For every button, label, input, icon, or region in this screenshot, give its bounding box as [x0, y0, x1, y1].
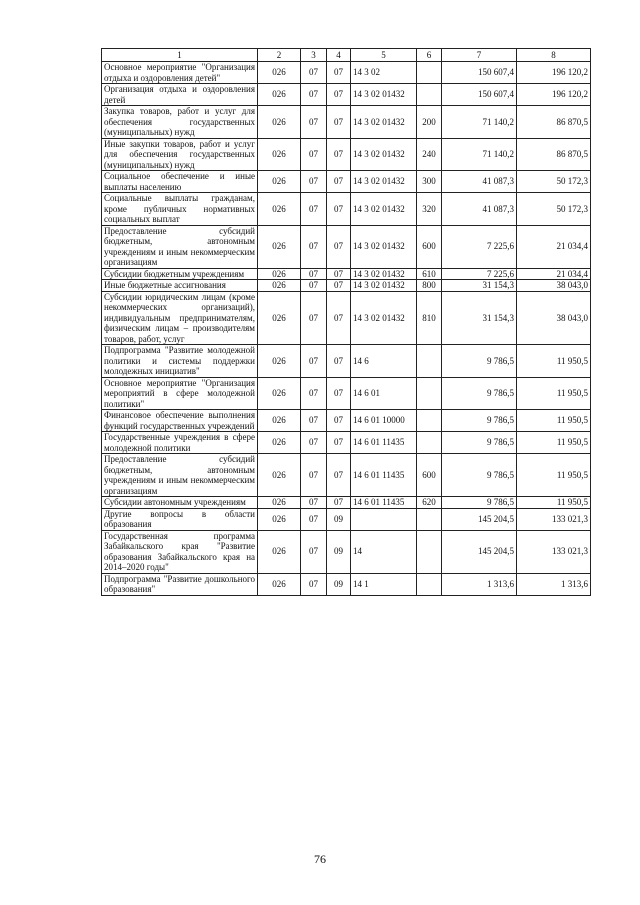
row-label: Организация отдыха и оздоровления детей: [102, 84, 258, 106]
row-label: Государственные учреждения в сфере молодежной политики: [102, 432, 258, 454]
cell-target-article: 14 6: [351, 345, 417, 378]
cell-section: 07: [301, 268, 327, 280]
cell-amount-year-2: 21 034,4: [517, 225, 591, 268]
row-label: Иные закупки товаров, работ и услуг для обеспечения государственных (муниципальных) нужд: [102, 138, 258, 171]
row-label: Иные бюджетные ассигнования: [102, 280, 258, 292]
cell-section: 07: [301, 291, 327, 345]
cell-section: 07: [301, 530, 327, 573]
table-row: [102, 280, 591, 292]
cell-amount-year-1: 31 154,3: [442, 291, 517, 345]
cell-section: 07: [301, 345, 327, 378]
cell-amount-year-2: 21 034,4: [517, 268, 591, 280]
cell-expense-type: [417, 62, 442, 84]
row-label: Финансовое обеспечение выполнения функций государственных учреждений: [102, 410, 258, 432]
table-row: [102, 225, 591, 268]
cell-target-article: 14 3 02 01432: [351, 291, 417, 345]
cell-ministry: 026: [258, 530, 301, 573]
cell-ministry: 026: [258, 171, 301, 193]
cell-amount-year-2: 11 950,5: [517, 454, 591, 497]
table-row: [102, 84, 591, 106]
cell-target-article: [351, 508, 417, 530]
cell-ministry: 026: [258, 62, 301, 84]
cell-section: 07: [301, 410, 327, 432]
cell-ministry: 026: [258, 280, 301, 292]
row-label: Подпрограмма "Развитие дошкольного образования": [102, 573, 258, 595]
row-label: Закупка товаров, работ и услуг для обеспечения государственных (муниципальных) нужд: [102, 106, 258, 139]
row-label: Субсидии бюджетным учреждениям: [102, 268, 258, 280]
cell-expense-type: [417, 345, 442, 378]
cell-section: 07: [301, 497, 327, 509]
cell-amount-year-1: 1 313,6: [442, 573, 517, 595]
cell-expense-type: 610: [417, 268, 442, 280]
cell-amount-year-1: 31 154,3: [442, 280, 517, 292]
column-header-1: 1: [102, 49, 258, 62]
cell-subsection: 07: [327, 268, 351, 280]
cell-section: 07: [301, 171, 327, 193]
cell-amount-year-2: 38 043,0: [517, 291, 591, 345]
cell-subsection: 07: [327, 377, 351, 410]
cell-expense-type: 600: [417, 454, 442, 497]
cell-expense-type: 200: [417, 106, 442, 139]
cell-amount-year-2: 11 950,5: [517, 410, 591, 432]
cell-amount-year-2: 196 120,2: [517, 62, 591, 84]
cell-amount-year-2: 50 172,3: [517, 171, 591, 193]
cell-target-article: 14 3 02 01432: [351, 106, 417, 139]
table-row: [102, 573, 591, 595]
cell-amount-year-1: 7 225,6: [442, 268, 517, 280]
cell-target-article: 14 6 01 10000: [351, 410, 417, 432]
cell-target-article: 14 3 02 01432: [351, 138, 417, 171]
cell-expense-type: [417, 573, 442, 595]
cell-section: 07: [301, 432, 327, 454]
cell-section: 07: [301, 106, 327, 139]
cell-section: 07: [301, 84, 327, 106]
cell-amount-year-1: 145 204,5: [442, 508, 517, 530]
table-row: [102, 171, 591, 193]
cell-expense-type: [417, 410, 442, 432]
cell-subsection: 07: [327, 138, 351, 171]
cell-target-article: 14 1: [351, 573, 417, 595]
table-header-row: [102, 49, 591, 62]
cell-expense-type: [417, 530, 442, 573]
cell-section: 07: [301, 138, 327, 171]
cell-amount-year-1: 71 140,2: [442, 106, 517, 139]
cell-subsection: 07: [327, 106, 351, 139]
cell-section: 07: [301, 508, 327, 530]
cell-amount-year-2: 11 950,5: [517, 497, 591, 509]
cell-amount-year-2: 86 870,5: [517, 106, 591, 139]
row-label: Субсидии автономным учреждениям: [102, 497, 258, 509]
cell-subsection: 07: [327, 171, 351, 193]
table-row: [102, 377, 591, 410]
cell-ministry: 026: [258, 268, 301, 280]
cell-target-article: 14 3 02 01432: [351, 280, 417, 292]
table-row: [102, 530, 591, 573]
cell-target-article: 14 3 02 01432: [351, 84, 417, 106]
cell-target-article: 14: [351, 530, 417, 573]
cell-subsection: 07: [327, 291, 351, 345]
cell-ministry: 026: [258, 291, 301, 345]
cell-subsection: 07: [327, 193, 351, 226]
cell-section: 07: [301, 454, 327, 497]
cell-subsection: 07: [327, 497, 351, 509]
column-header-5: 5: [351, 49, 417, 62]
cell-target-article: 14 3 02 01432: [351, 268, 417, 280]
cell-subsection: 09: [327, 573, 351, 595]
cell-subsection: 09: [327, 508, 351, 530]
cell-target-article: 14 3 02 01432: [351, 225, 417, 268]
budget-table: [101, 48, 591, 596]
cell-expense-type: 800: [417, 280, 442, 292]
cell-ministry: 026: [258, 573, 301, 595]
column-header-4: 4: [327, 49, 351, 62]
row-label: Предоставление субсидий бюджетным, автономным учреждениям и иным некоммерческим организациям: [102, 454, 258, 497]
cell-ministry: 026: [258, 410, 301, 432]
table-row: [102, 497, 591, 509]
table-row: [102, 345, 591, 378]
table-row: [102, 138, 591, 171]
cell-amount-year-2: 50 172,3: [517, 193, 591, 226]
cell-expense-type: 620: [417, 497, 442, 509]
cell-amount-year-1: 9 786,5: [442, 497, 517, 509]
cell-expense-type: 300: [417, 171, 442, 193]
row-label: Подпрограмма "Развитие молодежной политики и системы поддержки молодежных инициатив": [102, 345, 258, 378]
table-row: [102, 410, 591, 432]
cell-amount-year-2: 38 043,0: [517, 280, 591, 292]
table-row: [102, 62, 591, 84]
cell-amount-year-1: 9 786,5: [442, 345, 517, 378]
cell-ministry: 026: [258, 106, 301, 139]
cell-ministry: 026: [258, 508, 301, 530]
cell-amount-year-2: 133 021,3: [517, 508, 591, 530]
cell-subsection: 07: [327, 454, 351, 497]
cell-subsection: 07: [327, 432, 351, 454]
column-header-6: 6: [417, 49, 442, 62]
column-header-3: 3: [301, 49, 327, 62]
row-label: Предоставление субсидий бюджетным, автономным учреждениям и иным некоммерческим организациям: [102, 225, 258, 268]
cell-expense-type: [417, 432, 442, 454]
cell-target-article: 14 6 01 11435: [351, 454, 417, 497]
column-header-2: 2: [258, 49, 301, 62]
cell-section: 07: [301, 225, 327, 268]
row-label: Субсидии юридическим лицам (кроме некоммерческих организаций), индивидуальным предпринимателям, физическим лицам – производителям товаров, работ, услуг: [102, 291, 258, 345]
cell-target-article: 14 6 01: [351, 377, 417, 410]
row-label: Основное мероприятие "Организация мероприятий в сфере молодежной политики": [102, 377, 258, 410]
cell-target-article: 14 3 02: [351, 62, 417, 84]
cell-expense-type: 240: [417, 138, 442, 171]
cell-expense-type: [417, 84, 442, 106]
cell-amount-year-1: 41 087,3: [442, 171, 517, 193]
cell-amount-year-1: 150 607,4: [442, 62, 517, 84]
cell-ministry: 026: [258, 432, 301, 454]
cell-section: 07: [301, 62, 327, 84]
row-label: Социальное обеспечение и иные выплаты населению: [102, 171, 258, 193]
cell-expense-type: 600: [417, 225, 442, 268]
cell-ministry: 026: [258, 497, 301, 509]
cell-subsection: 07: [327, 62, 351, 84]
cell-amount-year-2: 11 950,5: [517, 377, 591, 410]
cell-ministry: 026: [258, 84, 301, 106]
cell-amount-year-1: 9 786,5: [442, 410, 517, 432]
cell-amount-year-1: 41 087,3: [442, 193, 517, 226]
table-row: [102, 508, 591, 530]
row-label: Государственная программа Забайкальского края "Развитие образования Забайкальского края на 2014–2020 годы": [102, 530, 258, 573]
cell-section: 07: [301, 280, 327, 292]
page-number: 76: [314, 852, 326, 866]
cell-subsection: 09: [327, 530, 351, 573]
cell-amount-year-1: 71 140,2: [442, 138, 517, 171]
cell-subsection: 07: [327, 280, 351, 292]
column-header-7: 7: [442, 49, 517, 62]
cell-ministry: 026: [258, 193, 301, 226]
cell-target-article: 14 6 01 11435: [351, 432, 417, 454]
cell-amount-year-1: 150 607,4: [442, 84, 517, 106]
table-row: [102, 106, 591, 139]
column-header-8: 8: [517, 49, 591, 62]
cell-amount-year-2: 133 021,3: [517, 530, 591, 573]
table-row: [102, 432, 591, 454]
cell-section: 07: [301, 193, 327, 226]
cell-subsection: 07: [327, 410, 351, 432]
cell-amount-year-1: 9 786,5: [442, 432, 517, 454]
cell-ministry: 026: [258, 225, 301, 268]
cell-section: 07: [301, 377, 327, 410]
cell-target-article: 14 6 01 11435: [351, 497, 417, 509]
cell-expense-type: [417, 508, 442, 530]
cell-amount-year-1: 9 786,5: [442, 377, 517, 410]
cell-amount-year-2: 1 313,6: [517, 573, 591, 595]
cell-expense-type: 810: [417, 291, 442, 345]
cell-amount-year-1: 9 786,5: [442, 454, 517, 497]
table-row: [102, 193, 591, 226]
cell-ministry: 026: [258, 377, 301, 410]
cell-amount-year-1: 7 225,6: [442, 225, 517, 268]
cell-ministry: 026: [258, 138, 301, 171]
table-body: [102, 62, 591, 596]
table-row: [102, 268, 591, 280]
table-row: [102, 454, 591, 497]
cell-amount-year-2: 196 120,2: [517, 84, 591, 106]
cell-expense-type: [417, 377, 442, 410]
row-label: Социальные выплаты гражданам, кроме публичных нормативных социальных выплат: [102, 193, 258, 226]
cell-amount-year-2: 11 950,5: [517, 432, 591, 454]
cell-section: 07: [301, 573, 327, 595]
row-label: Основное мероприятие "Организация отдыха и оздоровления детей": [102, 62, 258, 84]
cell-amount-year-2: 86 870,5: [517, 138, 591, 171]
cell-amount-year-2: 11 950,5: [517, 345, 591, 378]
row-label: Другие вопросы в области образования: [102, 508, 258, 530]
cell-subsection: 07: [327, 345, 351, 378]
cell-ministry: 026: [258, 345, 301, 378]
cell-target-article: 14 3 02 01432: [351, 193, 417, 226]
table-row: [102, 291, 591, 345]
cell-target-article: 14 3 02 01432: [351, 171, 417, 193]
cell-expense-type: 320: [417, 193, 442, 226]
cell-subsection: 07: [327, 225, 351, 268]
cell-amount-year-1: 145 204,5: [442, 530, 517, 573]
cell-ministry: 026: [258, 454, 301, 497]
cell-subsection: 07: [327, 84, 351, 106]
